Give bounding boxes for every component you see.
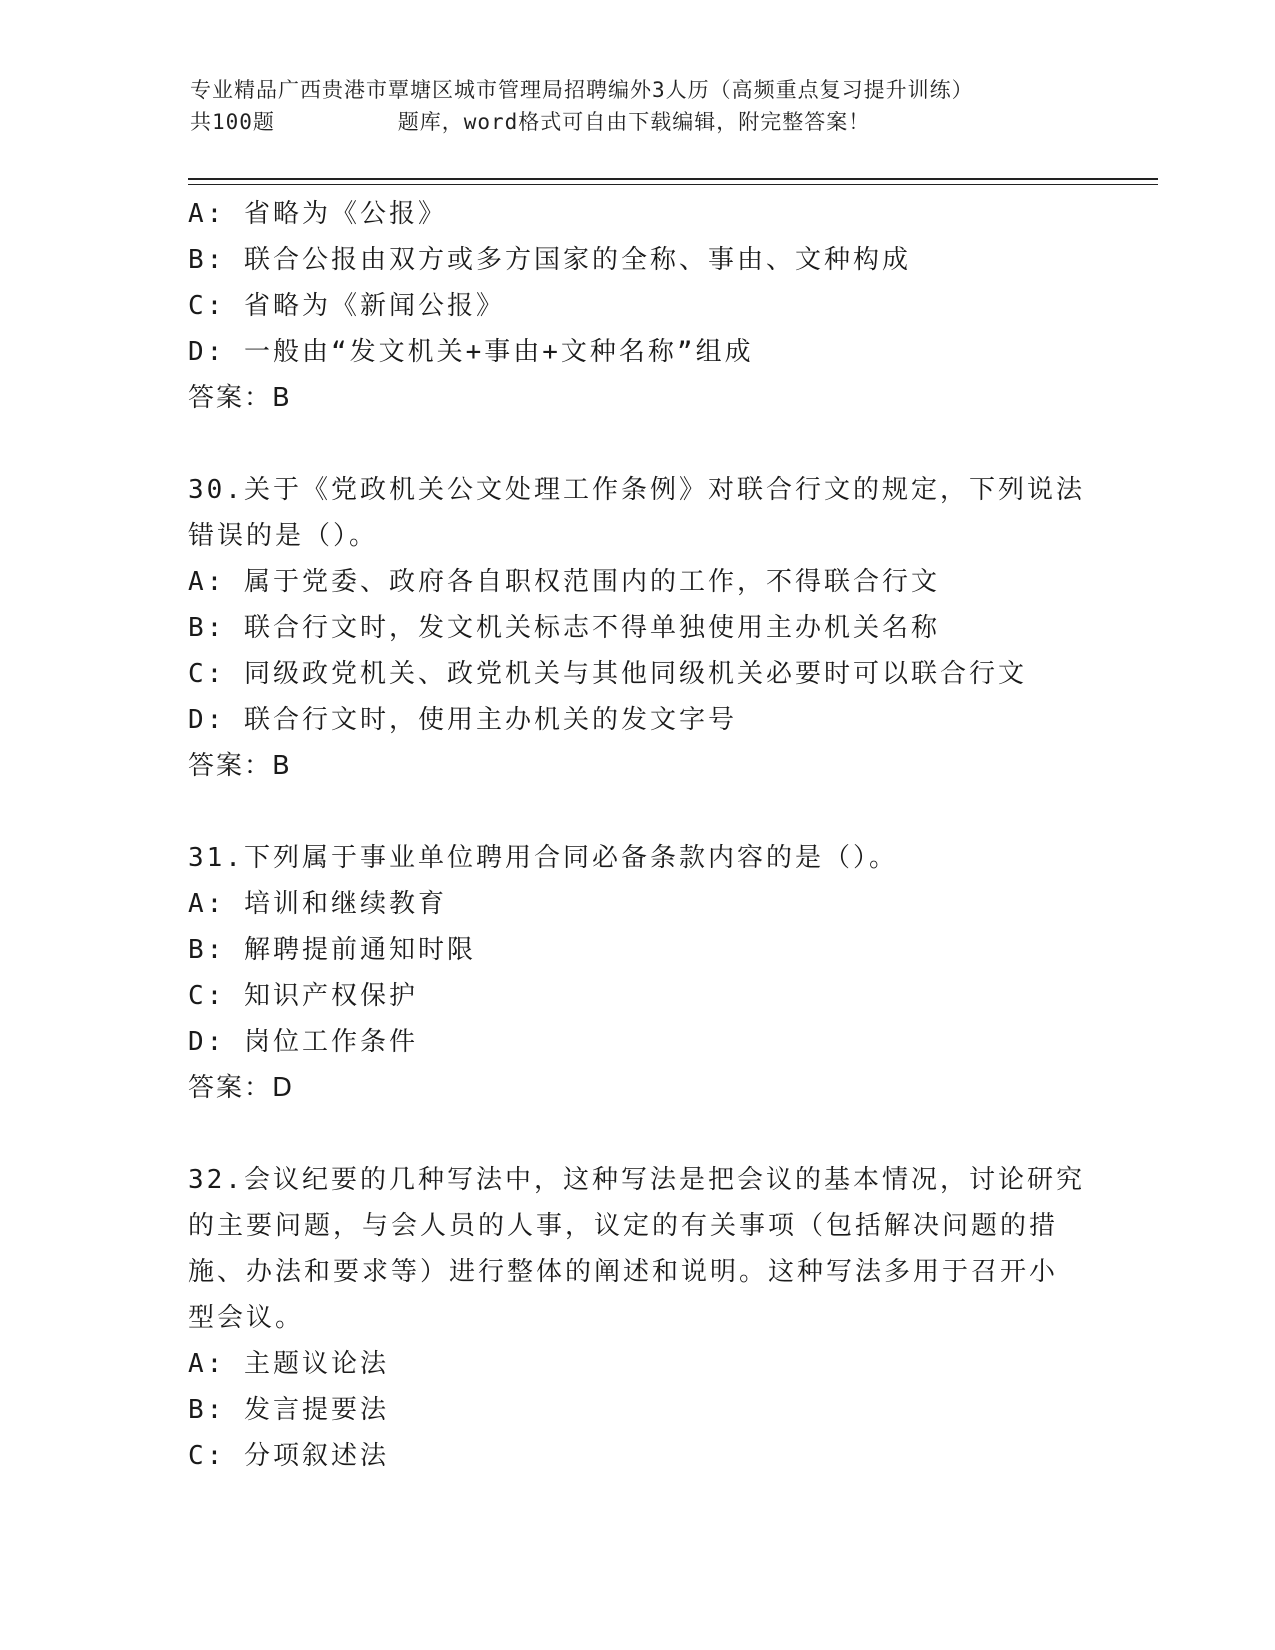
option-d: D: 岗位工作条件 [188,1027,418,1057]
question-stem-line: 31.下列属于事业单位聘用合同必备条款内容的是（）。 [188,843,898,873]
answer-line: 答案：D [188,1073,295,1103]
option-d: D: 联合行文时，使用主办机关的发文字号 [188,705,737,735]
question-stem-line: 施、办法和要求等）进行整体的阐述和说明。这种写法多用于召开小 [188,1257,1059,1287]
header-divider-thick [188,178,1158,180]
option-b: B: 解聘提前通知时限 [188,935,476,965]
question-spacer [188,421,1088,467]
header-title-line-2: 共100题 题库，word格式可自由下载编辑，附完整答案！ [190,110,871,134]
option-b: B: 联合行文时，发文机关标志不得单独使用主办机关名称 [188,613,940,643]
option-a: A: 省略为《公报》 [188,199,447,229]
question-stem-line: 的主要问题，与会人员的人事，议定的有关事项（包括解决问题的措 [188,1211,1059,1241]
question-stem-line: 30.关于《党政机关公文处理工作条例》对联合行文的规定，下列说法 [188,475,1085,505]
option-c: C: 同级政党机关、政党机关与其他同级机关必要时可以联合行文 [188,659,1027,689]
question-block-32 [188,1157,1088,1479]
option-a: A: 培训和继续教育 [188,889,447,919]
answer-line: 答案：B [188,751,292,781]
header-divider-thin [188,184,1158,185]
question-list [188,191,1088,1479]
question-block-prev [188,191,1088,421]
option-a: A: 主题议论法 [188,1349,389,1379]
question-stem-line: 32.会议纪要的几种写法中，这种写法是把会议的基本情况，讨论研究 [188,1165,1085,1195]
answer-line: 答案：B [188,383,292,413]
document-header [190,74,1090,138]
option-d: D: 一般由“发文机关+事由+文种名称”组成 [188,337,754,367]
option-c: C: 分项叙述法 [188,1441,389,1471]
question-spacer [188,1111,1088,1157]
option-b: B: 发言提要法 [188,1395,389,1425]
question-block-31 [188,835,1088,1111]
header-title-line-1: 专业精品广西贵港市覃塘区城市管理局招聘编外3人历（高频重点复习提升训练） [190,78,974,102]
question-block-30 [188,467,1088,789]
option-c: C: 知识产权保护 [188,981,418,1011]
question-stem-line: 错误的是（）。 [188,521,379,551]
question-spacer [188,789,1088,835]
option-a: A: 属于党委、政府各自职权范围内的工作，不得联合行文 [188,567,940,597]
option-b: B: 联合公报由双方或多方国家的全称、事由、文种构成 [188,245,911,275]
option-c: C: 省略为《新闻公报》 [188,291,505,321]
question-stem-line: 型会议。 [188,1303,305,1333]
